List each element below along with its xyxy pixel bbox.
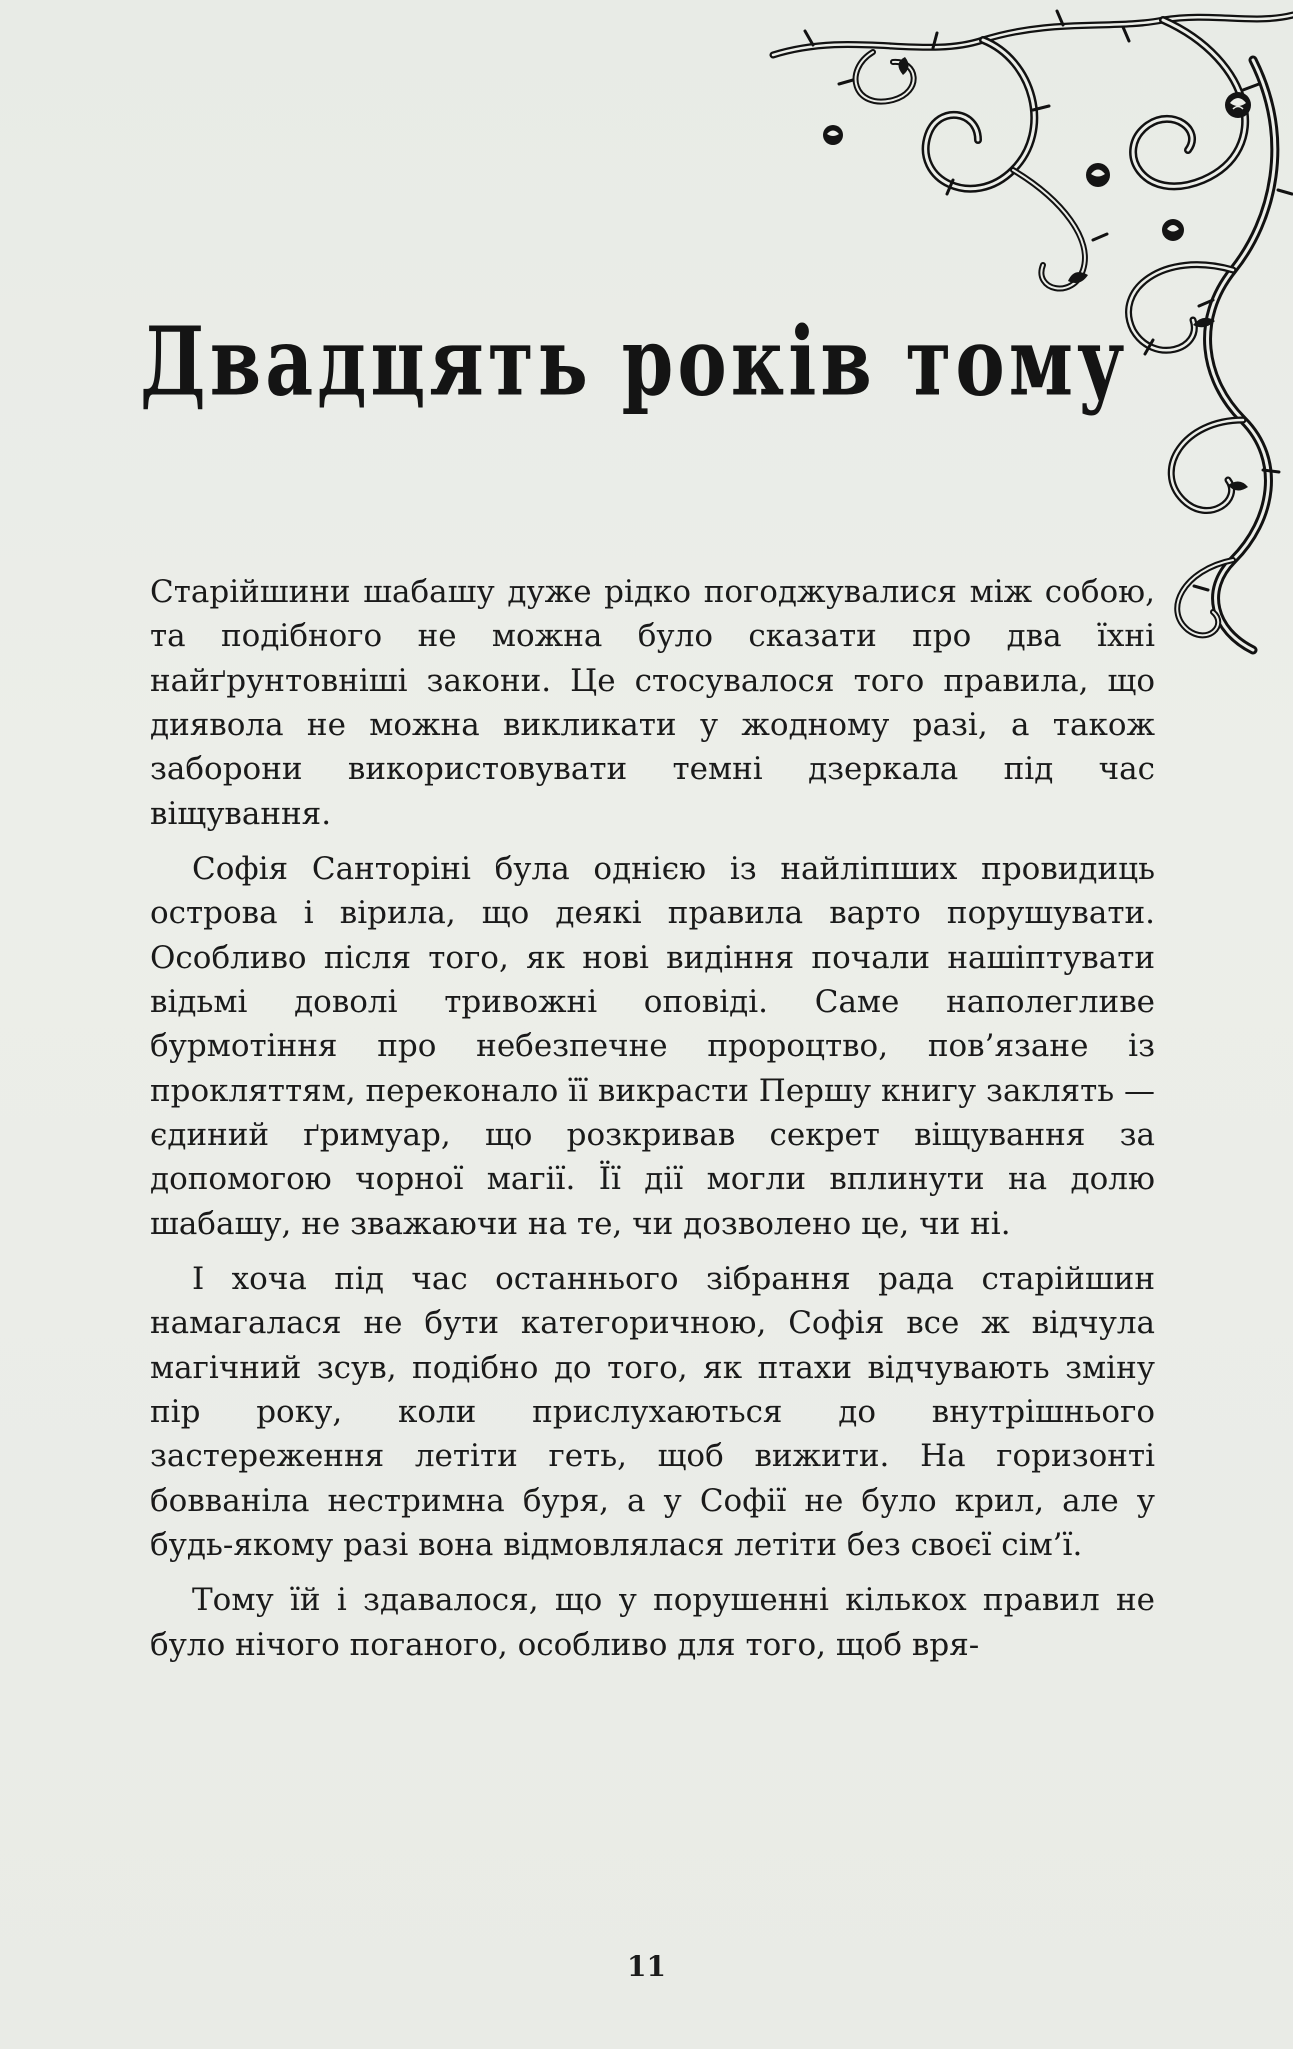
paragraph-2: Софія Санторіні була однією із найліпших провидиць острова і вірила, що деякі правила варто порушувати. Особливо після того, як нові видіння почали нашіптувати відьмі доволі тривожні оповіді. Саме наполегливе бурмотіння про небезпечне пророцтво, пов’язане із прокляттям, переконало її викрасти Першу книгу заклять — єдиний ґримуар, що розкривав секрет віщування за допомогою чорної магії. Її дії могли вплинути на долю шабашу, не зважаючи на те, чи дозволено це, чи ні. <box>150 850 1155 1242</box>
chapter-title: Двадцять років тому <box>140 307 1129 418</box>
paragraph-3: І хоча під час останнього зібрання рада старійшин намагалася не бути категоричною, Софія все ж відчула магічний зсув, подібно до того, як птахи відчувають зміну пір року, коли прислухаються до внутрішнього застереження летіти геть, щоб вижити. На горизонті бовваніла нестримна буря, а у Софії не було крил, але у будь-якому разі вона відмовлялася летіти без своєї сім’ї. <box>150 1260 1155 1563</box>
chapter-body <box>150 570 1155 1678</box>
page-number: 11 <box>627 1950 666 1983</box>
paragraph-1: Старійшини шабашу дуже рідко погоджувалися між собою, та подібного не можна було сказати про два їхні найґрунтовніші закони. Це стосувалося того правила, що диявола не можна викликати у жодному разі, а також заборони використовувати темні дзеркала під час віщування. <box>150 574 1155 832</box>
paragraph-4: Тому їй і здавалося, що у порушенні кількох правил не було нічого поганого, особливо для того, щоб вря- <box>150 1582 1155 1663</box>
